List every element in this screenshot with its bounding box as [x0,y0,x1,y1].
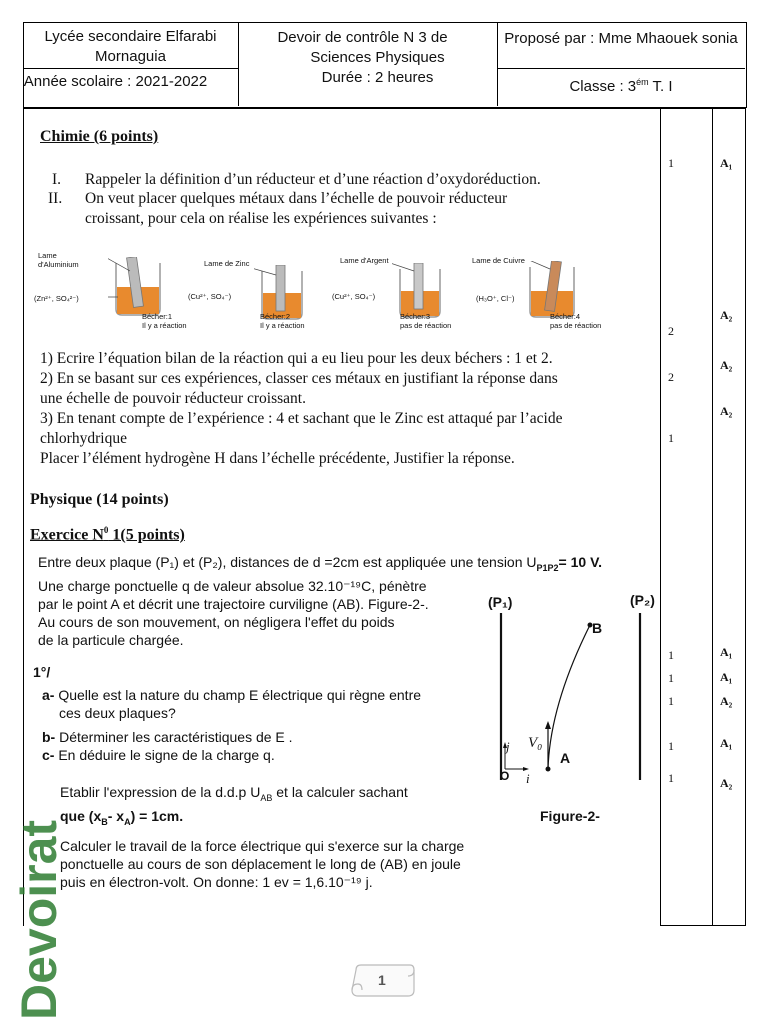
question-1-number: I. [52,171,62,188]
mark: 1 [668,431,674,445]
mark: 1 [668,156,674,170]
body-top-border [23,108,745,109]
question-3: Calculer le travail de la force électrique qui s'exerce sur la charge ponctuelle au cours de son déplacement le long de (AB) en joule puis en électron-volt. On donne: 1 ev = 1,6.10⁻¹⁹ j. [60,838,465,890]
mark: 1 [668,771,674,785]
solution-label-2: (Cu²⁺, SO₄⁻) [188,292,232,301]
page-number: 1 [378,972,386,988]
question-2-text: On veut placer quelques métaux dans l’échelle de pouvoir réducteur croissant, pour cela on réalise les expériences suivantes : [85,190,508,227]
page-scroll-badge [348,962,418,1002]
becher-label-4: Bécher:4 pas de réaction [550,312,602,330]
velocity-v0-label: V₀ [528,735,543,751]
becher-label-3: Bécher:3 pas de réaction [400,312,452,330]
margin-divider [712,108,713,926]
beaker-experiments [30,245,650,335]
mark: 1 [668,648,674,662]
criterion: A₂ [720,694,733,708]
plate-p2-label: (P₂) [630,592,655,608]
lame-label-1: Lame d'Aluminium [38,251,79,269]
criterion: A₂ [720,358,733,372]
question-b: b- Déterminer les caractéristiques de E . [42,729,293,745]
question-c: c- En déduire le signe de la charge q. [42,747,275,763]
solution-label-1: (Zn²⁺, SO₄²⁻) [34,294,79,303]
beaker-1-icon [108,257,168,317]
header-divider [497,68,745,69]
criterion: A₁ [720,156,733,170]
unit-vector-i-label: i [526,771,530,786]
svg-text:Devoirat: Devoirat [11,819,67,1020]
author: Proposé par : Mme Mhaouek sonia [504,30,738,47]
class-label: Classe : $3^{ém}$ T. I [569,77,673,95]
criterion: A₂ [720,776,733,790]
unit-vector-j-label: j [506,739,510,754]
question-2: Etablir l'expression de la d.d.p $U_{AB}$ et la calculer sachant que ($x_B-$ $x_A) = 1cm$. [60,784,408,827]
mark: 1 [668,694,674,708]
lame-label-2: Lame de Zinc [204,259,250,268]
mark: 2 [668,370,674,384]
exercise-title: Exercice $N^0$ 1(5 points) [30,525,185,544]
criterion: A₁ [720,670,733,684]
criterion: A₁ [720,645,733,659]
plate-p1-label: (P₁) [488,594,513,610]
devoirat-watermark [8,780,78,1024]
figure-caption: Figure-2- [540,808,600,824]
becher-label-1: Bécher:1 Il y a réaction [142,312,187,330]
point-b-label: B [592,620,603,636]
question-a: a- Quelle est la nature du champ E électrique qui règne entre ces deux plaques? [42,687,422,721]
exercise-intro: Entre deux plaque (P₁) et (P₂), distances de d =2cm est appliquée une tension $U_{P1P2}= 10$ V. Une charge ponctuelle q de valeur absolue 32.10⁻¹⁹C, pénètre par le point A et décrit une trajectoire curviligne (AB). Figure-2-. Au cours de son mouvement, on négligera l'effet du poids de la particule chargée. [38,554,603,648]
point-a-label: A [560,750,571,766]
solution-label-4: (H₃O⁺, Cl⁻) [476,294,515,303]
lame-label-3: Lame d'Argent [340,256,389,265]
margin-divider [660,108,661,926]
criterion: A₂ [720,404,733,418]
lame-label-4: Lame de Cuivre [472,256,525,265]
solution-label-3: (Cu²⁺, SO₄⁻) [332,292,376,301]
criterion: A₁ [720,736,733,750]
chimie-title: Chimie (6 points) [40,128,159,145]
chimie-subquestions: 1) Ecrire l’équation bilan de la réaction qui a eu lieu pour les deux béchers : 1 et 2. 2) En se basant sur ces expériences, classer ces métaux en justifiant la réponse dans une échelle de pouvoir réducteur croissant. 3) En tenant compte de l’expérience : 4 et sachant que le Zinc est attaqué par l’acide chlorhydrique Placer l’élément hydrogène H dans l’échelle précédente, Justifier la réponse. [40,350,563,467]
school-name: Lycée secondaire Elfarabi Mornaguia [44,28,217,65]
school-year: Année scolaire : 2021-2022 [23,73,208,90]
beaker-3-icon [392,263,448,319]
body-right-border [745,108,746,926]
devoirat-logo-icon [8,780,78,1024]
question-2-number: II. [48,190,63,207]
origin-label: O [500,769,510,783]
physique-title: Physique (14 points) [30,491,169,508]
mark: 1 [668,739,674,753]
body-bottom-border [660,925,745,926]
figure-2 [480,585,660,825]
exam-title: Devoir de contrôle N 3 de Sciences Physiques Durée : 2 heures [277,29,448,86]
question-1-text: Rappeler la définition d’un réducteur et d’une réaction d’oxydoréduction. [85,171,541,188]
part-1-label: 1°/ [33,664,51,680]
becher-label-2: Bécher:2 Il y a réaction [260,312,305,330]
header-divider [23,68,238,69]
criterion: A₂ [720,308,733,322]
mark: 1 [668,671,674,685]
mark: 2 [668,324,674,338]
